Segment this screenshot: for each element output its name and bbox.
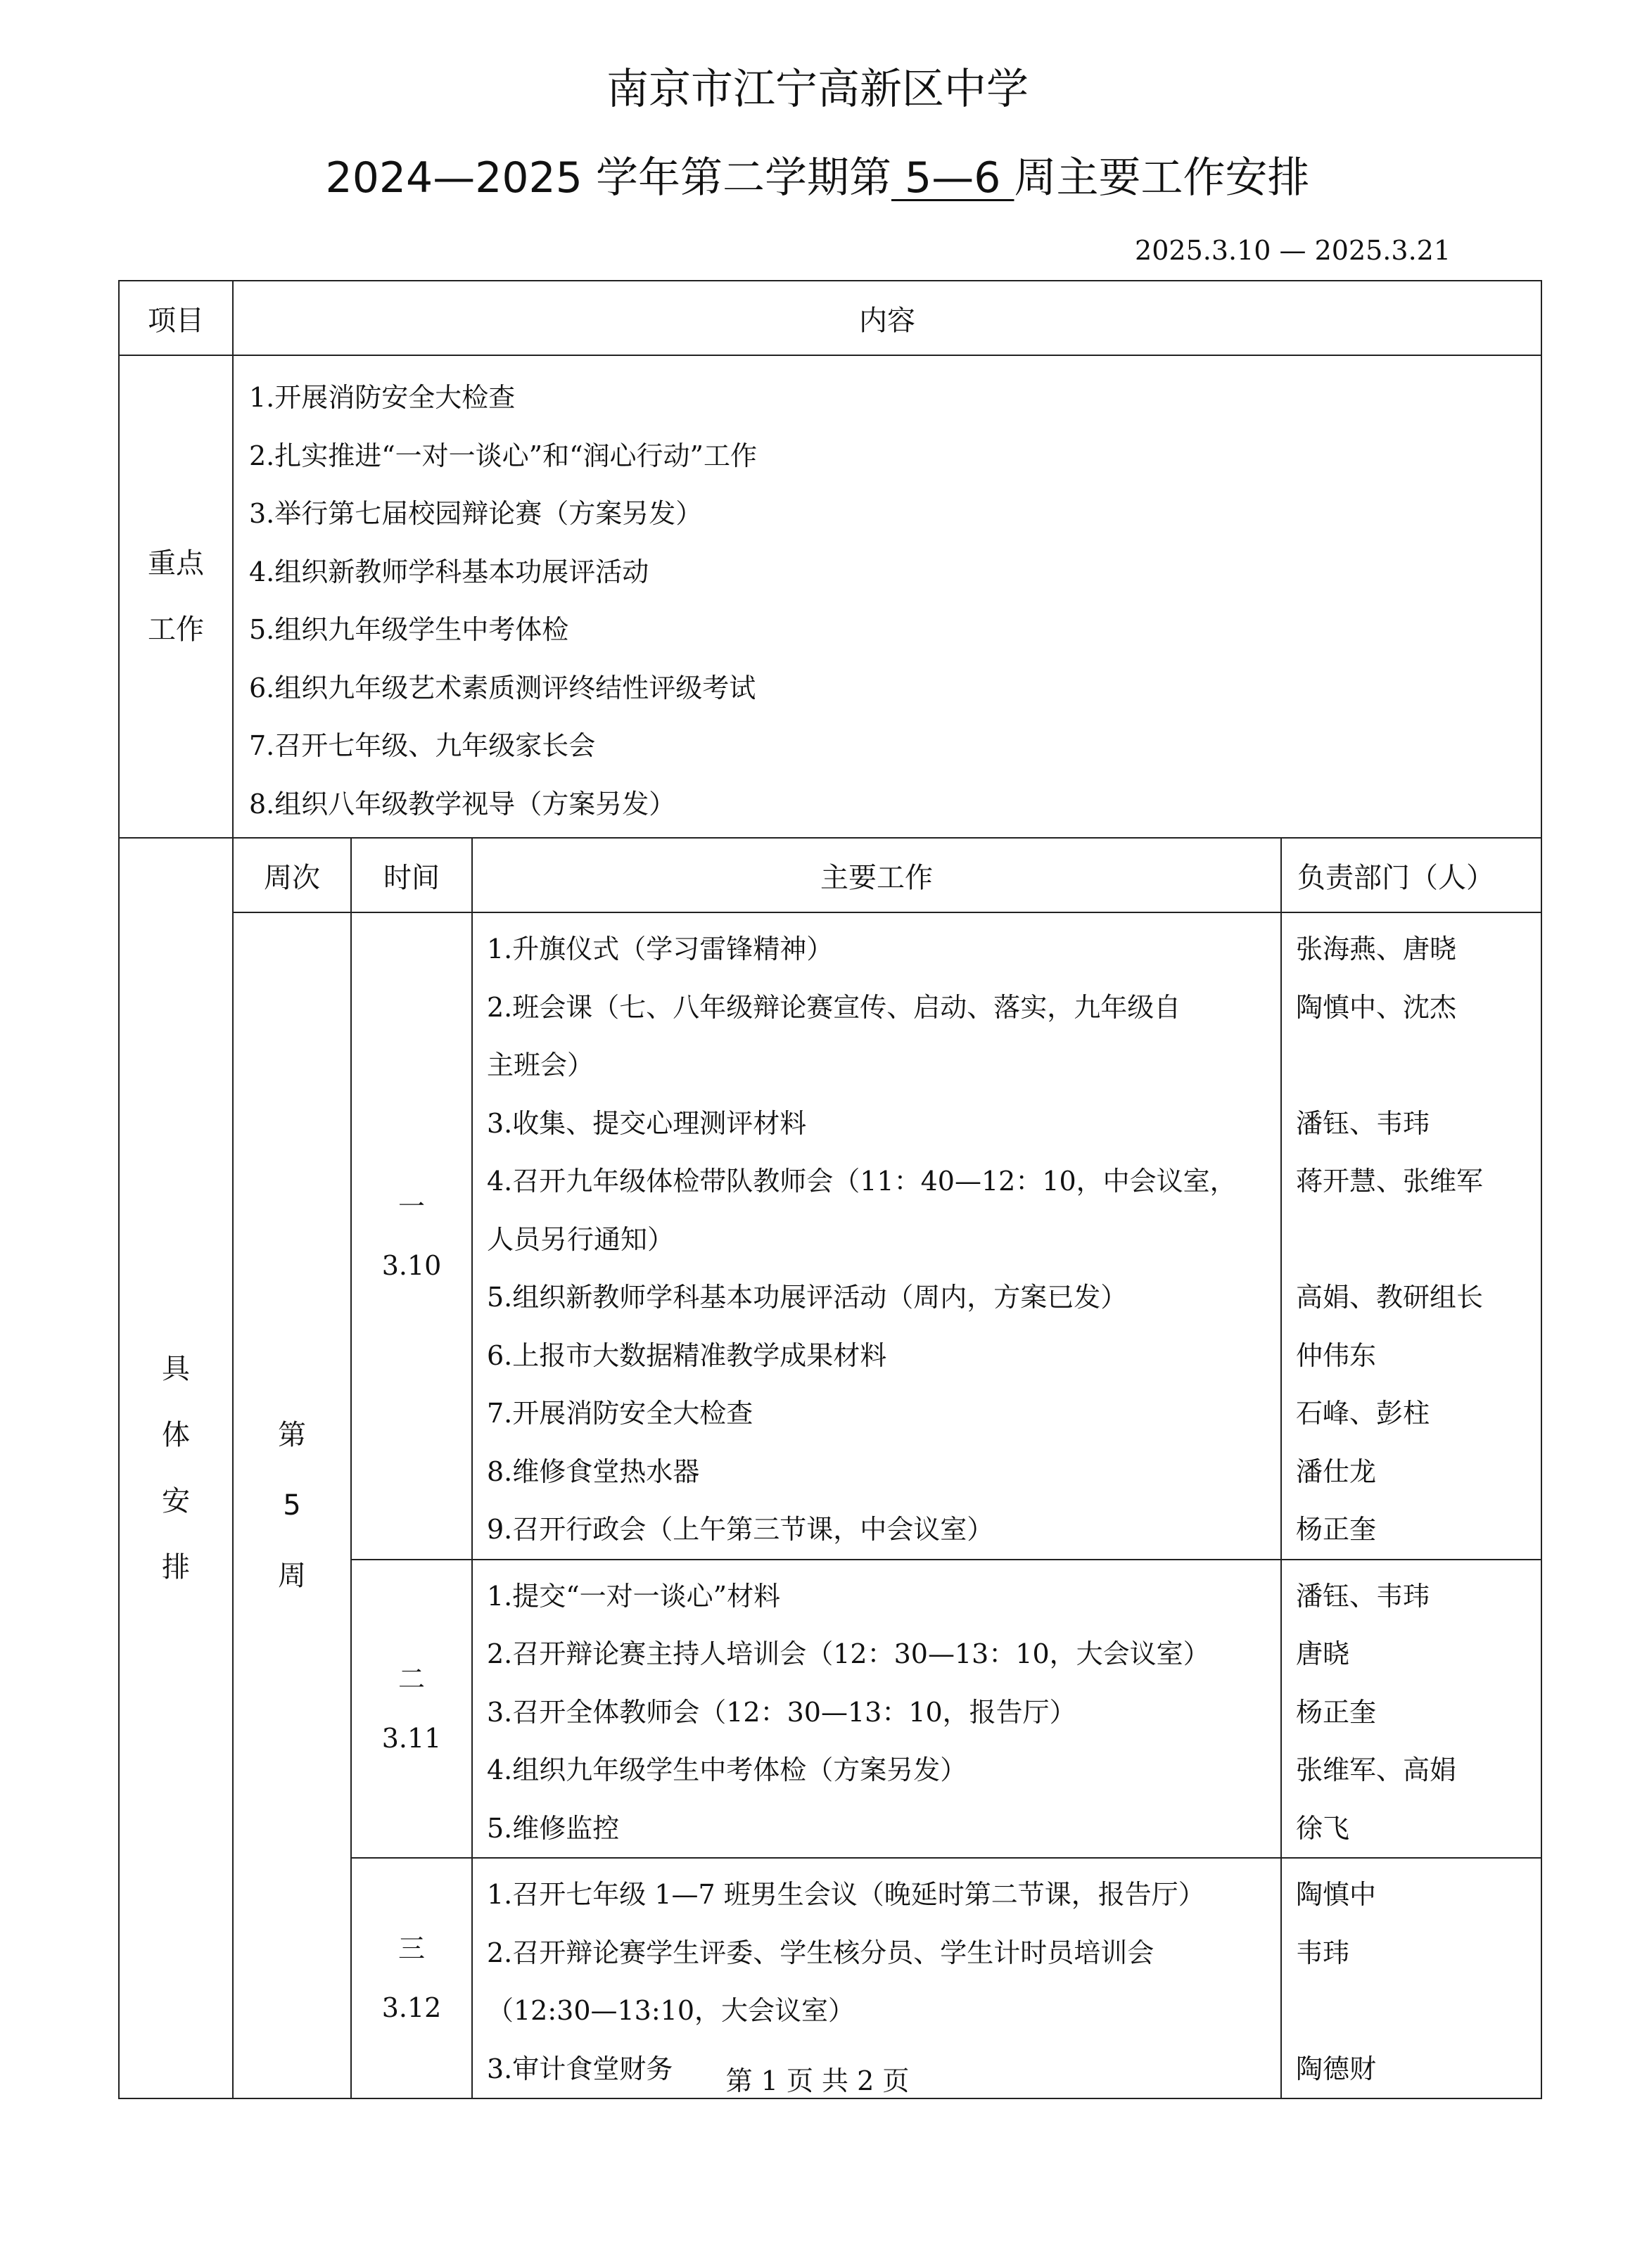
list-item: 4.组织新教师学科基本功展评活动 xyxy=(249,556,649,587)
title-weeks: 5—6 xyxy=(891,153,1014,203)
page-footer: 第 1 页 共 2 页 xyxy=(725,2065,910,2096)
work-item: 9.召开行政会（上午第三节课，中会议室） xyxy=(487,1514,994,1545)
week-label-char: 周 xyxy=(278,1560,306,1592)
resp-item: 张维军、高娟 xyxy=(1296,1754,1457,1785)
work-item: 8.维修食堂热水器 xyxy=(487,1455,700,1487)
day-date: 3.12 xyxy=(381,1992,442,2023)
work-item: 3.收集、提交心理测评材料 xyxy=(487,1107,807,1139)
resp-list xyxy=(1281,912,1541,1560)
day-row-monday xyxy=(119,912,1541,1560)
detail-label-char: 体 xyxy=(162,1419,190,1451)
work-item: 4.召开九年级体检带队教师会（11：40—12：10，中会议室， xyxy=(487,1166,1237,1197)
work-list xyxy=(472,1858,1281,2098)
weekday: 二 xyxy=(397,1663,425,1695)
work-item: 人员另行通知） xyxy=(487,1223,675,1255)
resp-list xyxy=(1281,1560,1541,1859)
work-item: 2.召开辩论赛主持人培训会（12：30—13：10，大会议室） xyxy=(487,1638,1210,1669)
resp-item: 潘钰、韦玮 xyxy=(1296,1580,1430,1612)
header-item: 项目 xyxy=(119,281,233,355)
work-list xyxy=(472,1560,1281,1859)
list-item: 3.举行第七届校园辩论赛（方案另发） xyxy=(249,498,703,529)
resp-item: 石峰、彭柱 xyxy=(1296,1398,1430,1429)
resp-item: 杨正奎 xyxy=(1296,1514,1377,1545)
week-label-char: 5 xyxy=(283,1489,301,1522)
week-label xyxy=(233,912,351,2098)
detail-label xyxy=(119,838,233,2098)
week-label-char: 第 xyxy=(278,1419,306,1451)
day-cell xyxy=(351,912,472,1560)
schedule-table xyxy=(118,280,1542,2099)
work-item: 主班会） xyxy=(487,1050,594,1081)
work-item: 1.召开七年级 1—7 班男生会议（晚延时第二节课，报告厅） xyxy=(487,1879,1205,1910)
detail-label-char: 安 xyxy=(162,1485,190,1517)
document-title xyxy=(0,151,1635,205)
day-cell xyxy=(351,1858,472,2098)
detail-header-row xyxy=(119,838,1541,912)
work-item: 1.升旗仪式（学习雷锋精神） xyxy=(487,934,834,964)
resp-item: 陶慎中、沈杰 xyxy=(1296,991,1457,1023)
resp-item: 仲伟东 xyxy=(1296,1339,1377,1371)
list-item: 6.组织九年级艺术素质测评终结性评级考试 xyxy=(249,672,756,703)
list-item: 5.组织九年级学生中考体检 xyxy=(249,614,569,645)
work-list xyxy=(472,912,1281,1560)
work-item: 4.组织九年级学生中考体检（方案另发） xyxy=(487,1754,967,1785)
table-header-row xyxy=(119,281,1541,355)
resp-item: 陶慎中 xyxy=(1296,1879,1377,1910)
resp-item: 潘仕龙 xyxy=(1296,1455,1377,1487)
resp-item xyxy=(1296,1036,1534,1095)
resp-item: 徐飞 xyxy=(1296,1812,1350,1844)
day-cell xyxy=(351,1560,472,1859)
school-name: 南京市江宁高新区中学 xyxy=(606,65,1029,114)
weekday: 一 xyxy=(397,1190,425,1222)
work-item: 2.班会课（七、八年级辩论赛宣传、启动、落实，九年级自 xyxy=(487,991,1181,1023)
resp-item xyxy=(1296,1211,1534,1269)
resp-item: 陶德财 xyxy=(1296,2053,1377,2084)
key-label-part: 重点 xyxy=(148,547,204,580)
detail-label-char: 排 xyxy=(162,1551,190,1584)
header-content: 内容 xyxy=(233,281,1541,355)
subheader-work: 主要工作 xyxy=(472,838,1281,912)
resp-item: 唐晓 xyxy=(1296,1638,1350,1669)
resp-item: 韦玮 xyxy=(1296,1937,1350,1968)
list-item: 8.组织八年级教学视导（方案另发） xyxy=(249,788,676,820)
subheader-resp: 负责部门（人） xyxy=(1281,838,1541,912)
resp-item: 潘钰、韦玮 xyxy=(1296,1107,1430,1139)
detail-label-char: 具 xyxy=(162,1353,190,1385)
subheader-week: 周次 xyxy=(233,838,351,912)
work-item: 1.提交“一对一谈心”材料 xyxy=(487,1580,781,1612)
resp-item: 蒋开慧、张维军 xyxy=(1296,1166,1484,1197)
work-item: 7.开展消防安全大检查 xyxy=(487,1398,753,1429)
key-work-label xyxy=(119,355,233,838)
resp-item: 杨正奎 xyxy=(1296,1696,1377,1728)
title-suffix: 周主要工作安排 xyxy=(1014,153,1310,203)
work-item: 3.审计食堂财务 xyxy=(487,2053,673,2084)
date-range: 2025.3.10 — 2025.3.21 xyxy=(1135,235,1451,266)
day-date: 3.10 xyxy=(381,1249,442,1281)
list-item: 1.开展消防安全大检查 xyxy=(249,382,516,413)
key-work-list xyxy=(233,355,1541,838)
key-label-part: 工作 xyxy=(148,613,204,646)
list-item: 7.召开七年级、九年级家长会 xyxy=(249,730,596,761)
resp-list xyxy=(1281,1858,1541,2098)
resp-item: 张海燕、唐晓 xyxy=(1296,934,1457,964)
work-item: 2.召开辩论赛学生评委、学生核分员、学生计时员培训会 xyxy=(487,1937,1154,1968)
work-item: （12:30—13:10，大会议室） xyxy=(487,1995,855,2026)
list-item: 2.扎实推进“一对一谈心”和“润心行动”工作 xyxy=(249,440,757,471)
resp-item: 高娟、教研组长 xyxy=(1296,1282,1484,1313)
work-item: 6.上报市大数据精准教学成果材料 xyxy=(487,1339,887,1371)
title-prefix: 2024—2025 学年第二学期第 xyxy=(325,153,891,203)
resp-item xyxy=(1296,1982,1534,2040)
key-work-row xyxy=(119,355,1541,838)
work-item: 5.维修监控 xyxy=(487,1812,620,1844)
weekday: 三 xyxy=(397,1933,425,1964)
work-item: 3.召开全体教师会（12：30—13：10，报告厅） xyxy=(487,1696,1076,1728)
subheader-time: 时间 xyxy=(351,838,472,912)
work-item: 5.组织新教师学科基本功展评活动（周内，方案已发） xyxy=(487,1282,1128,1313)
day-date: 3.11 xyxy=(381,1722,442,1754)
